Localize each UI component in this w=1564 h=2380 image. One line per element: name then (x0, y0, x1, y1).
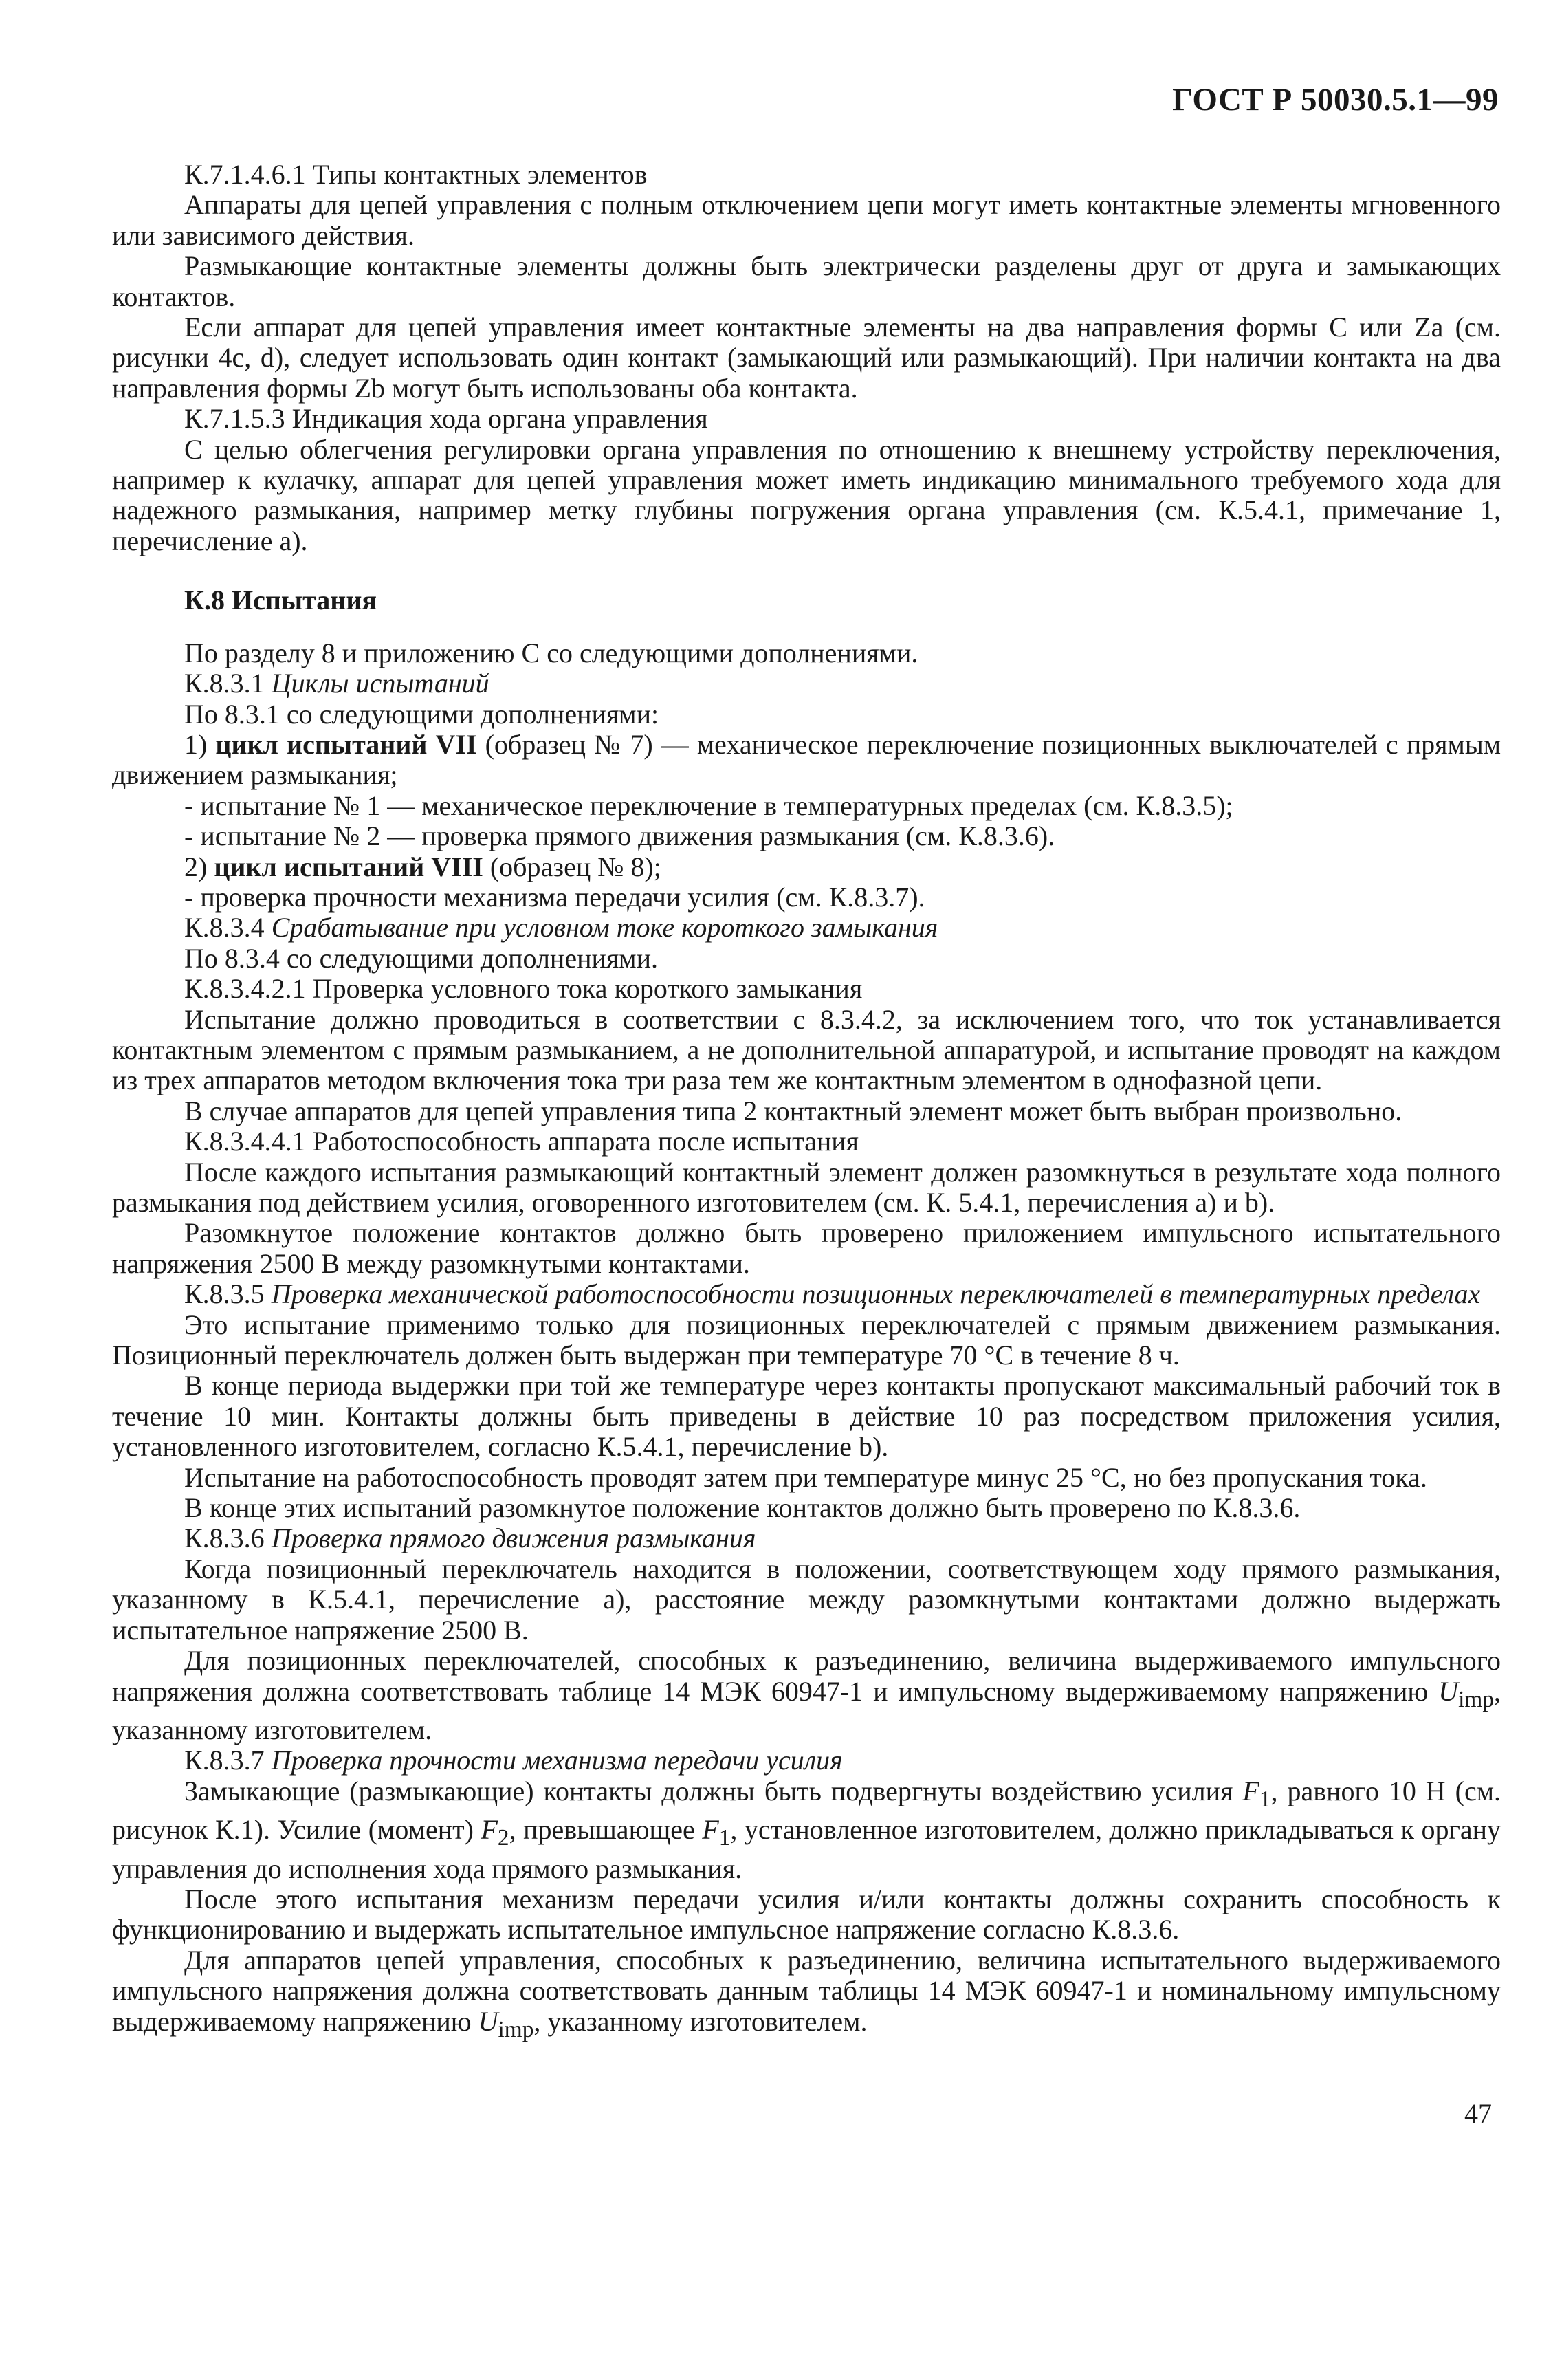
section-title: К.8 Испытания (184, 585, 377, 616)
clause-number: К.8.3.5 (184, 1278, 265, 1310)
symbol-f: F (481, 1814, 498, 1846)
symbol-subscript: 2 (497, 1825, 509, 1851)
paragraph (112, 1776, 1501, 1884)
list-text: (образец № 8); (489, 851, 661, 882)
paragraph: Это испытание применимо только для позиционных переключателей с прямым движением размыкания. Позиционный переключатель должен быть выдержан при температуре 70 °С в течение 8 ч. (112, 1309, 1501, 1371)
text-run: Для позиционных переключателей, способных к разъединению, величина выдерживаемого импульсного напряжения должна соответствовать таблице 14 МЭК 60947-1 и импульсному выдерживаемому напряжению (112, 1645, 1501, 1707)
symbol-u: U (1438, 1675, 1459, 1707)
text-run: , равного 10 Н (см. рисунок К.1). Усилие (момент) (112, 1775, 1501, 1846)
clause-number: К.8.3.1 (184, 668, 265, 699)
paragraph: С целью облегчения регулировки органа управления по отношению к внешнему устройству переключения, например к кулачку, аппарат для цепей управления может иметь индикацию минимального требуемого хода для надежного размыкания, например метку глубины погружения органа управления (см. К.5.4.1, примечание 1, перечисление а). (112, 433, 1501, 556)
list-item: - проверка прочности механизма передачи усилия (см. К.8.3.7). (184, 881, 925, 913)
paragraph: Когда позиционный переключатель находится в положении, соответствующем ходу прямого размыкания, указанному в К.5.4.1, перечисление а), расстояние между разомкнутыми контактами должно выдержать испытательное напряжение 2500 В. (112, 1553, 1501, 1646)
clause-heading (112, 1279, 1501, 1309)
clause-heading: К.8.3.4.4.1 Работоспособность аппарата после испытания (184, 1126, 859, 1157)
paragraph: Аппараты для цепей управления с полным отключением цепи могут иметь контактные элементы мгновенного или зависимого действия. (112, 189, 1501, 251)
list-item (112, 852, 1501, 882)
clause-heading: К.8.3.4.2.1 Проверка условного тока короткого замыкания (184, 973, 863, 1005)
cycle-name: цикл испытаний VIII (214, 851, 483, 882)
list-number: 2) (184, 851, 208, 882)
paragraph: Размыкающие контактные элементы должны быть электрически разделены друг от друга и замыкающих контактов. (112, 250, 1501, 312)
paragraph (112, 1945, 1501, 2045)
list-item: - испытание № 2 — проверка прямого движения размыкания (см. К.8.3.6). (184, 820, 1055, 852)
clause-heading (112, 668, 1501, 699)
paragraph: По 8.3.4 со следующими дополнениями. (184, 942, 659, 974)
paragraph: В конце этих испытаний разомкнутое положение контактов должно быть проверено по К.8.3.6. (184, 1492, 1301, 1524)
clause-title: Срабатывание при условном токе короткого замыкания (271, 912, 938, 943)
list-number: 1) (184, 728, 208, 760)
clause-heading: К.7.1.4.6.1 Типы контактных элементов (184, 159, 648, 190)
symbol-u: U (478, 2005, 498, 2037)
clause-number: К.8.3.6 (184, 1522, 265, 1554)
clause-title: Проверка механической работоспособности позиционных переключателей в температурных пределах (271, 1278, 1481, 1310)
text-run: Для аппаратов цепей управления, способных к разъединению, величина испытательного выдерживаемого импульсного напряжения должна соответствовать данным таблицы 14 МЭК 60947-1 и номинальному импульсному выдерживаемому напряжению (112, 1944, 1501, 2037)
clause-title: Циклы испытаний (271, 668, 489, 699)
paragraph: В случае аппаратов для цепей управления типа 2 контактный элемент может быть выбран произвольно. (184, 1095, 1402, 1126)
paragraph (112, 1646, 1501, 1745)
cycle-name: цикл испытаний VII (215, 728, 477, 760)
paragraph: Испытание должно проводиться в соответствии с 8.3.4.2, за исключением того, что ток устанавливается контактным элементом с прямым размыканием, а не дополнительной аппаратурой, и испытание проводят на каждом из трех аппаратов методом включения тока три раза тем же контактным элементом в однофазной цепи. (112, 1003, 1501, 1096)
symbol-subscript: imp (498, 2016, 534, 2042)
paragraph: В конце периода выдержки при той же температуре через контакты пропускают максимальный рабочий ток в течение 10 мин. Контакты должны быть приведены в действие 10 раз посредством приложения усилия, установленного изготовителем, согласно К.5.4.1, перечисление b). (112, 1370, 1501, 1463)
clause-title: Проверка прямого движения размыкания (271, 1522, 756, 1554)
document-body (112, 160, 1501, 2045)
page-number: 47 (1464, 2098, 1492, 2129)
paragraph: По разделу 8 и приложению С со следующими дополнениями. (184, 637, 918, 668)
symbol-f: F (1242, 1775, 1259, 1806)
list-text: (образец № 7) — механическое переключение позиционных выключателей с прямым движением размыкания; (112, 728, 1501, 791)
list-item: - испытание № 1 — механическое переключение в температурных пределах (см. К.8.3.5); (184, 789, 1233, 821)
clause-number: К.8.3.4 (184, 912, 265, 943)
clause-heading (112, 913, 1501, 943)
clause-heading: К.7.1.5.3 Индикация хода органа управления (184, 403, 708, 435)
text-run: , указанному изготовителем. (533, 2005, 868, 2037)
symbol-subscript: 1 (718, 1825, 731, 1851)
text-run: , установленное изготовителем, должно прикладываться к органу управления до исполнения хода прямого размыкания. (112, 1814, 1501, 1884)
symbol-f: F (702, 1814, 719, 1846)
paragraph: После каждого испытания размыкающий контактный элемент должен разомкнуться в результате хода полного размыкания под действием усилия, оговоренного изготовителем (см. К. 5.4.1, перечисления а) и b). (112, 1156, 1501, 1218)
paragraph: По 8.3.1 со следующими дополнениями: (184, 698, 659, 730)
paragraph: Испытание на работоспособность проводят затем при температуре минус 25 °С, но без пропускания тока. (184, 1461, 1427, 1493)
list-item (112, 730, 1501, 791)
document-header: ГОСТ Р 50030.5.1—99 (1172, 82, 1499, 118)
symbol-subscript: 1 (1259, 1786, 1271, 1812)
symbol-subscript: imp (1458, 1686, 1495, 1712)
paragraph: Если аппарат для цепей управления имеет контактные элементы на два направления формы С или Za (см. рисунки 4c, d), следует использовать один контакт (замыкающий или размыкающий). При наличии контакта на два направления формы Zb могут быть использованы оба контакта. (112, 312, 1501, 404)
paragraph: Разомкнутое положение контактов должно быть проверено приложением импульсного испытательного напряжения 2500 В между разомкнутыми контактами. (112, 1217, 1501, 1279)
clause-heading (112, 1745, 1501, 1776)
clause-title: Проверка прочности механизма передачи усилия (271, 1745, 843, 1776)
text-run: , превышающее (509, 1814, 695, 1846)
text-run: , указанному изготовителем. (112, 1675, 1501, 1745)
text-run: Замыкающие (размыкающие) контакты должны быть подвергнуты воздействию усилия (184, 1775, 1233, 1806)
paragraph: После этого испытания механизм передачи усилия и/или контакты должны сохранить способность к функционированию и выдержать испытательное импульсное напряжение согласно К.8.3.6. (112, 1883, 1501, 1945)
clause-number: К.8.3.7 (184, 1745, 265, 1776)
clause-heading (112, 1523, 1501, 1553)
